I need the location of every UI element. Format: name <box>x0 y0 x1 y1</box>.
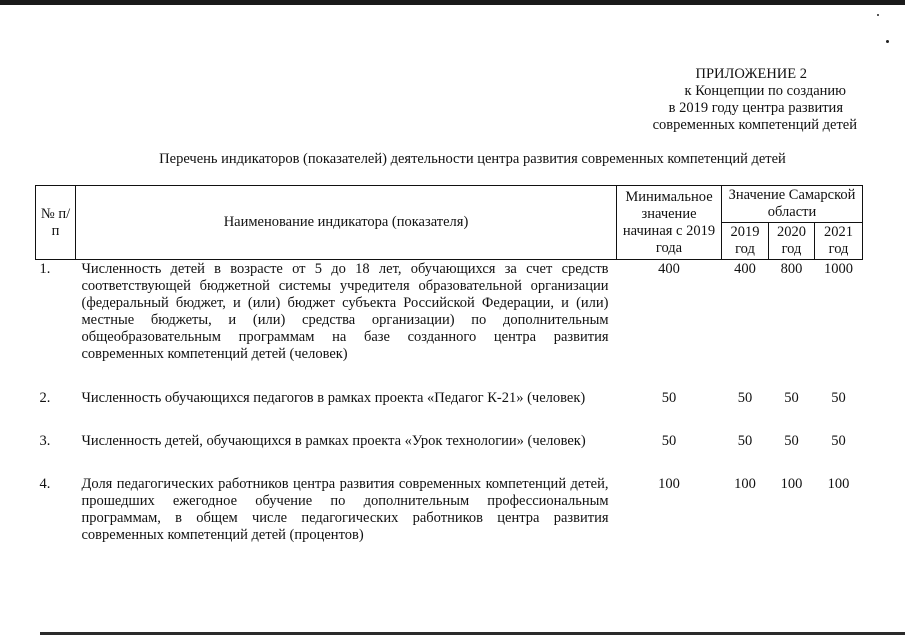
value-2019: 400 <box>734 261 756 277</box>
header-year: 2020 год <box>769 223 815 260</box>
value-2020: 800 <box>780 261 803 277</box>
value-2021: 100 <box>827 476 850 492</box>
minimal-value: 100 <box>658 476 680 492</box>
appendix-block <box>653 66 857 134</box>
scan-speck <box>877 14 879 16</box>
appendix-line: современных компетенций детей <box>652 117 857 133</box>
row-number: 2. <box>39 390 51 406</box>
document-title: Перечень индикаторов (показателей) деятельности центра развития современных компетенций детей <box>159 151 786 167</box>
header-year: 2021 год <box>815 223 863 260</box>
value-2020: 50 <box>784 390 799 406</box>
appendix-line: в 2019 году центра развития <box>668 100 843 116</box>
table-row <box>36 433 863 476</box>
minimal-value: 50 <box>661 390 677 406</box>
scan-speck <box>886 40 889 43</box>
value-2019: 50 <box>737 433 753 449</box>
appendix-title: ПРИЛОЖЕНИЕ 2 <box>695 66 807 82</box>
value-2021: 50 <box>831 433 846 449</box>
value-2019: 50 <box>737 390 753 406</box>
row-number: 3. <box>39 433 51 449</box>
minimal-value: 400 <box>658 261 680 277</box>
value-2020: 100 <box>780 476 803 492</box>
table-row <box>36 260 863 391</box>
value-2021: 50 <box>831 390 846 406</box>
table-row <box>36 476 863 570</box>
header-value-group: Значение Самарской области <box>722 186 863 223</box>
scan-top-edge <box>0 0 905 5</box>
indicator-name: Численность детей, обучающихся в рамках проекта «Урок технологии» (человек) <box>81 433 586 449</box>
indicator-name: Численность обучающихся педагогов в рамках проекта «Педагог К-21» (человек) <box>81 390 586 406</box>
header-minimal: Минимальное значение начиная с 2019 года <box>617 186 722 260</box>
value-2021: 1000 <box>824 261 854 277</box>
value-2020: 50 <box>784 433 799 449</box>
scan-bottom-edge <box>40 632 905 635</box>
indicator-name: Численность детей в возрасте от 5 до 18 лет, обучающихся за счет средств соответствующей бюджетной системы учредителя образовательной организации (федеральный бюджет, и (или) бюджет субъекта Российской Федерации, и (или) местные бюджеты, и (или) средства организации) по дополнительным общеобразовательным программам на базе созданного центра развития современных компетенций детей (человек) <box>81 261 609 362</box>
header-name: Наименование индикатора (показателя) <box>76 186 617 260</box>
header-num: № п/п <box>36 186 76 260</box>
minimal-value: 50 <box>661 433 677 449</box>
indicators-table <box>35 185 863 570</box>
value-2019: 100 <box>734 476 756 492</box>
row-number: 4. <box>39 476 51 492</box>
header-year: 2019 год <box>722 223 769 260</box>
table-row <box>36 390 863 433</box>
appendix-line: к Концепции по созданию <box>684 83 846 99</box>
indicator-name: Доля педагогических работников центра развития современных компетенций детей, прошедших ежегодное обучение по дополнительным профессиональным программам, в общем числе педагогических работников центра развития современных компетенций детей (процентов) <box>81 476 609 543</box>
row-number: 1. <box>39 261 51 277</box>
table-header-row <box>36 186 863 223</box>
